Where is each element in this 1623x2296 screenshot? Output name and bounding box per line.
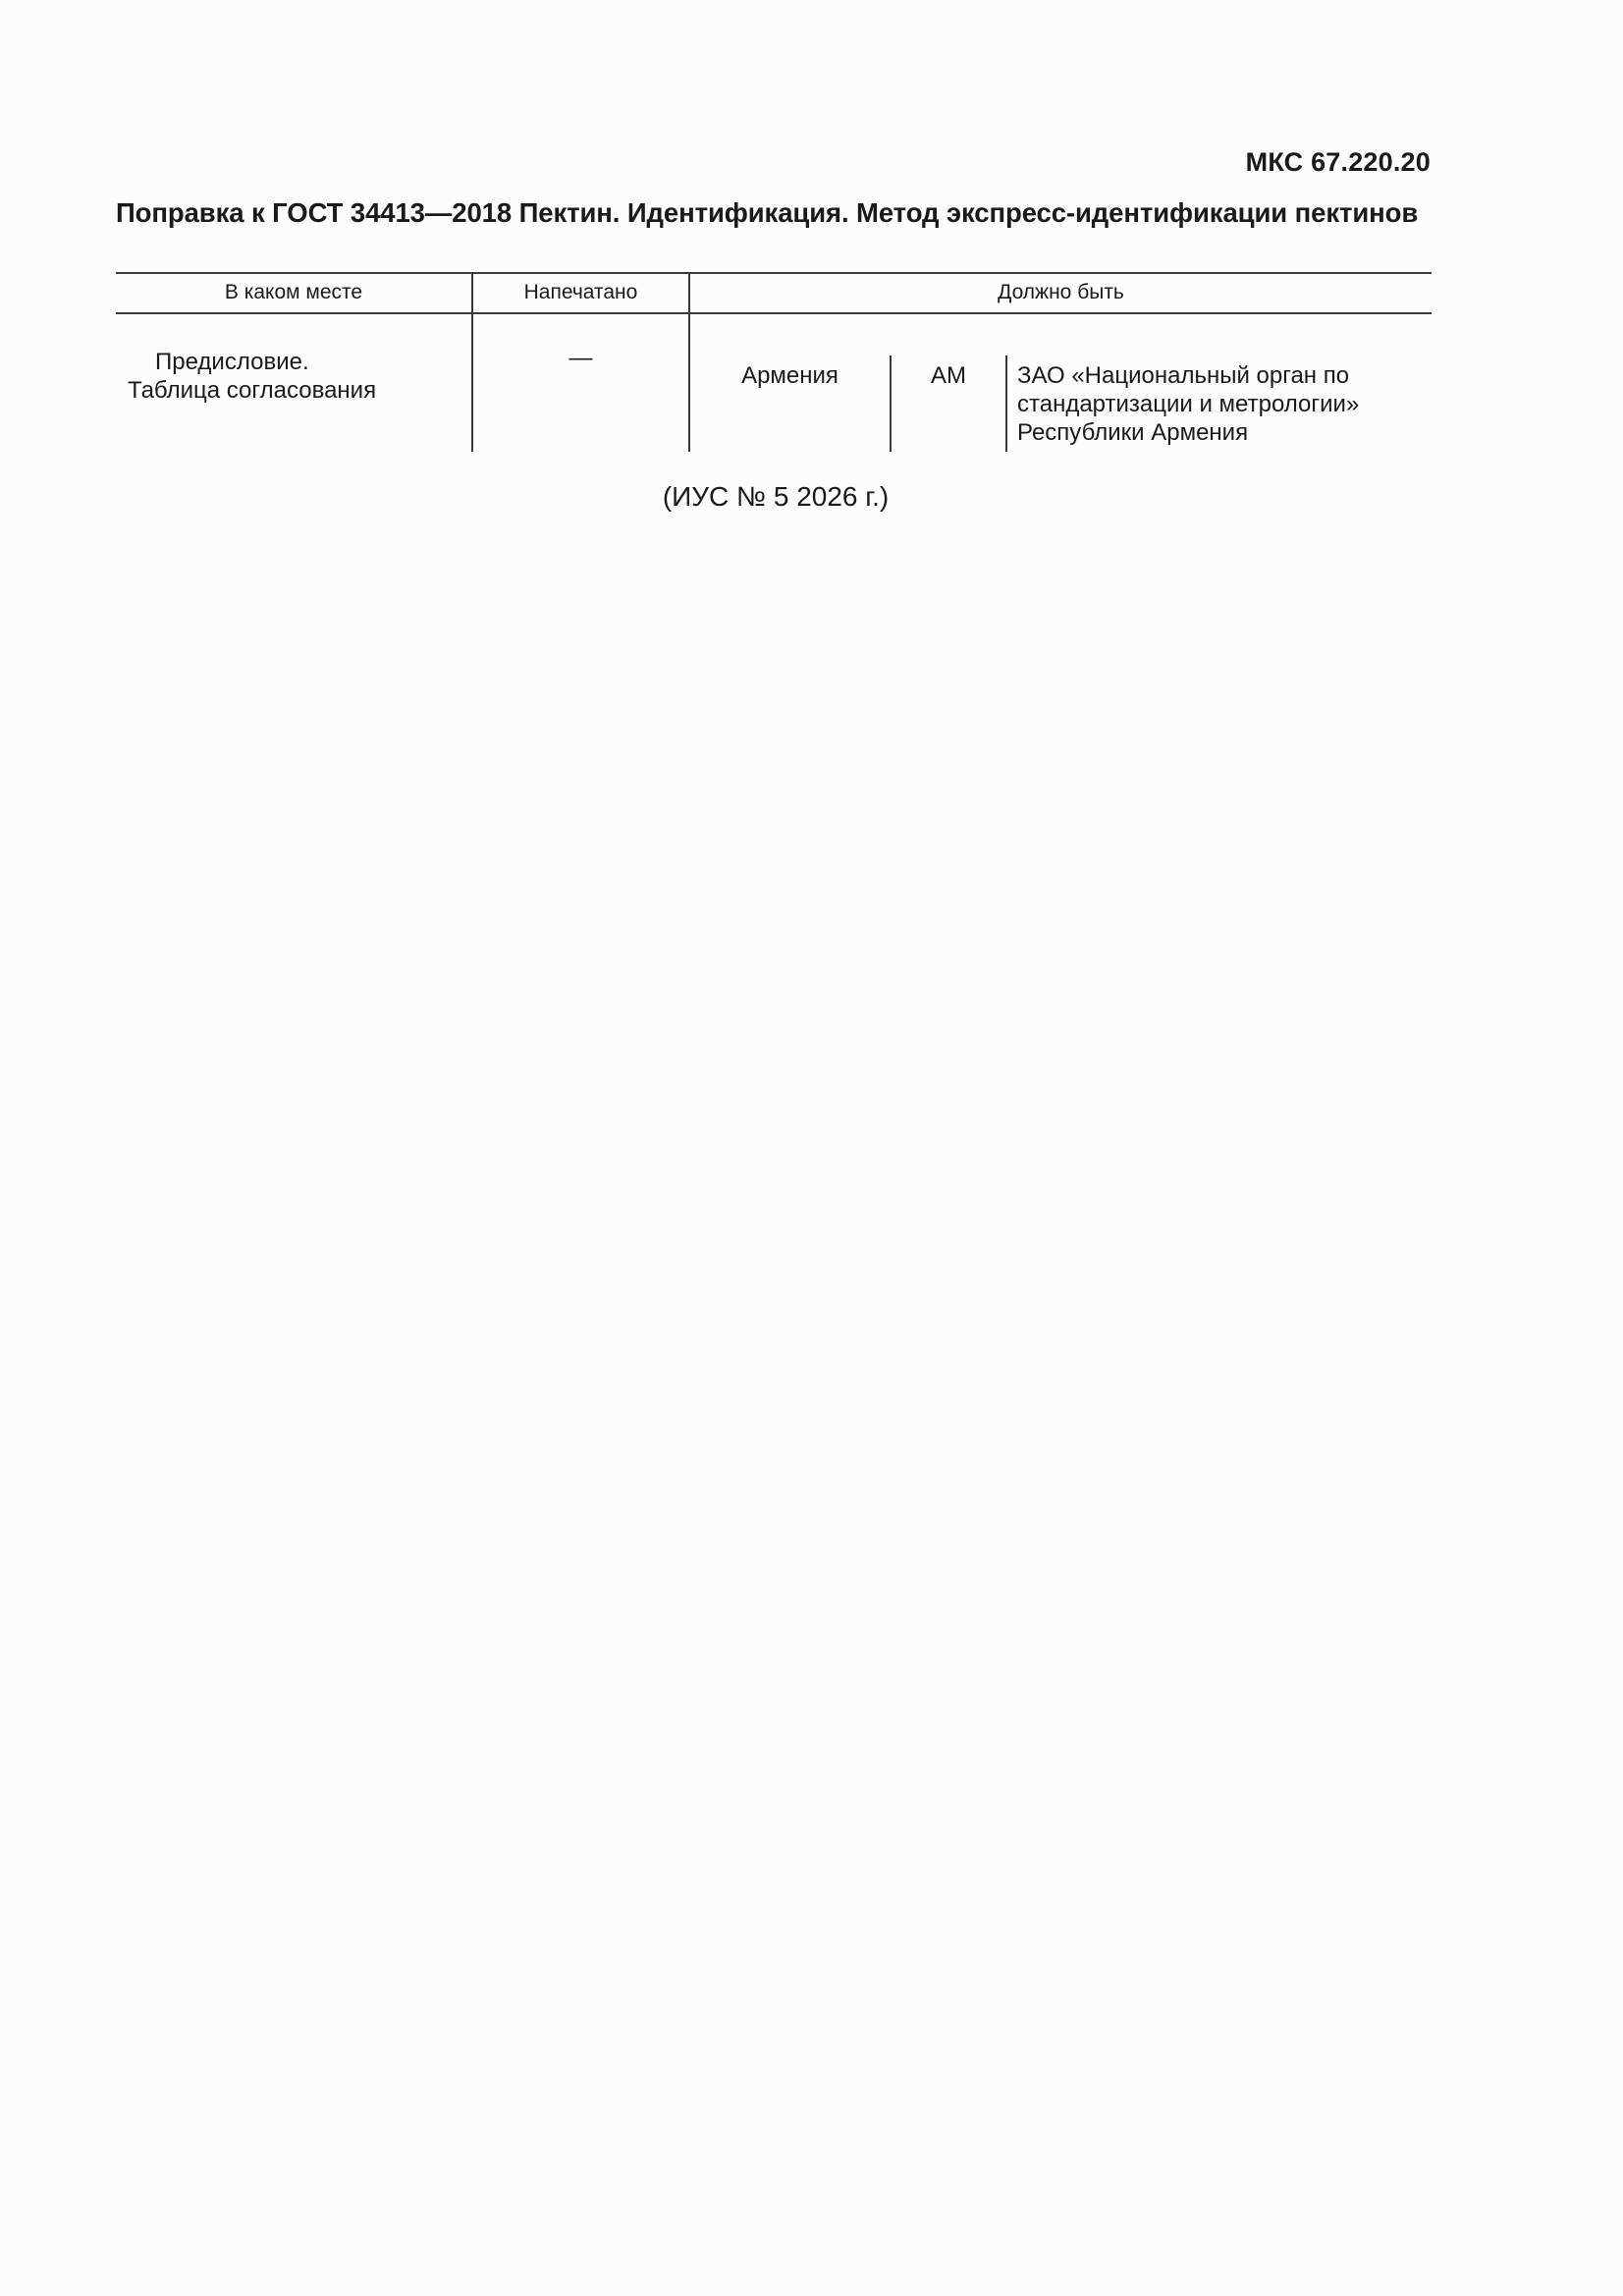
amendment-title: Поправка к ГОСТ 34413—2018 Пектин. Идентификация. Метод экспресс-идентификации пектинов — [116, 197, 1419, 228]
header-place: В каком месте — [224, 281, 363, 303]
cell-body-line3: Республики Армения — [1017, 419, 1249, 446]
header-printed: Напечатано — [523, 281, 638, 303]
column-divider — [1005, 355, 1007, 452]
cell-printed: — — [568, 345, 593, 371]
cell-code: AM — [931, 362, 966, 389]
header-should-be: Должно быть — [998, 281, 1124, 303]
table-header-rule — [116, 312, 1432, 314]
ius-reference: (ИУС № 5 2026 г.) — [662, 481, 890, 512]
cell-country: Армения — [741, 362, 839, 389]
cell-body-line2: стандартизации и метрологии» — [1017, 391, 1360, 417]
cell-place-line2: Таблица согласования — [128, 377, 377, 404]
table-top-rule — [116, 272, 1432, 274]
cell-body-line1: ЗАО «Национальный орган по — [1017, 362, 1350, 389]
cell-place-line1: Предисловие. — [155, 349, 309, 375]
mks-code: МКС 67.220.20 — [1245, 147, 1431, 177]
